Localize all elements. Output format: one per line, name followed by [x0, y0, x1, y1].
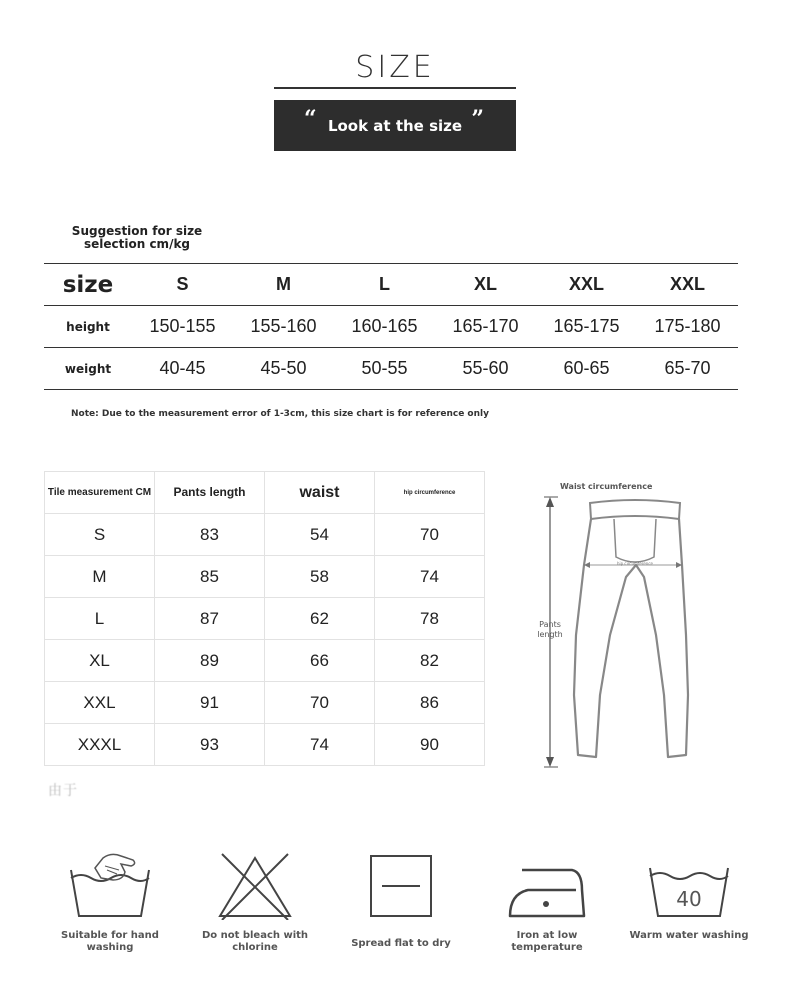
blurred-note: 由于	[48, 783, 78, 799]
table-cell: M	[45, 556, 155, 598]
close-quote: ”	[471, 106, 484, 132]
warm-wash-icon	[644, 850, 734, 920]
table-cell: 89	[155, 640, 265, 682]
table-row	[45, 514, 485, 556]
table-cell: S	[45, 514, 155, 556]
table-row	[44, 347, 738, 390]
table-cell: 74	[375, 556, 485, 598]
table-cell: 87	[155, 598, 265, 640]
look-at-size-banner	[274, 100, 516, 151]
table-cell: 165-170	[452, 316, 519, 336]
table-cell: 74	[265, 724, 375, 766]
waist-circumference-label: Waist circumference	[560, 482, 653, 491]
table-cell: 70	[375, 514, 485, 556]
size-col-header: XXL	[669, 274, 705, 294]
table-cell: 90	[375, 724, 485, 766]
measurement-table	[44, 471, 485, 766]
no-bleach-icon	[210, 850, 300, 920]
table-row	[45, 682, 485, 724]
table-cell: 70	[265, 682, 375, 724]
header-cell: Pants length	[155, 472, 265, 514]
care-label: Spread flat to dry	[351, 938, 451, 949]
table-cell: 160-165	[351, 316, 418, 336]
table-cell: 50-55	[361, 358, 408, 378]
table-cell: 155-160	[250, 316, 317, 336]
header-cell: hip circumference	[375, 472, 485, 514]
care-label: Iron at low temperature	[511, 930, 583, 953]
table-cell: 175-180	[654, 316, 721, 336]
table-row	[44, 305, 738, 347]
care-label: Warm water washing	[629, 930, 749, 941]
table-cell: 60-65	[563, 358, 610, 378]
table-header-row	[45, 472, 485, 514]
header-cell: waist	[265, 472, 375, 514]
care-label: Suitable for hand washing	[61, 930, 159, 953]
banner-text: Look at the size	[327, 116, 463, 135]
dry-flat-icon	[356, 850, 446, 920]
table-cell: 58	[265, 556, 375, 598]
table-cell: L	[45, 598, 155, 640]
table-cell: 91	[155, 682, 265, 724]
page-title: SIZE	[355, 50, 435, 85]
size-col-header: S	[176, 274, 189, 294]
care-item-dry-flat	[341, 850, 461, 950]
care-item-hand-wash	[50, 850, 170, 954]
care-item-iron-low	[487, 850, 607, 954]
table-cell: 62	[265, 598, 375, 640]
table-cell: 83	[155, 514, 265, 556]
care-item-no-bleach	[195, 850, 315, 954]
table-cell: XL	[45, 640, 155, 682]
size-header-label: size	[62, 271, 114, 298]
open-quote: “	[304, 106, 317, 132]
size-col-header: L	[379, 274, 390, 294]
table-cell: 45-50	[260, 358, 307, 378]
table-cell: XXL	[45, 682, 155, 724]
table-cell: 78	[375, 598, 485, 640]
suggestion-table	[44, 263, 738, 390]
table-cell: 86	[375, 682, 485, 724]
table-cell: 66	[265, 640, 375, 682]
header-cell: Tile measurement CM	[45, 472, 155, 514]
table-row	[45, 640, 485, 682]
table-cell: XXXL	[45, 724, 155, 766]
iron-low-icon	[502, 850, 592, 920]
table-cell: 85	[155, 556, 265, 598]
table-cell: 65-70	[664, 358, 711, 378]
table-cell: 54	[265, 514, 375, 556]
wash-temperature: 40	[676, 887, 702, 911]
table-cell: 55-60	[462, 358, 509, 378]
measurement-note: Note: Due to the measurement error of 1-3cm, this size chart is for reference only	[71, 409, 489, 419]
table-header-row	[44, 263, 738, 305]
hand-wash-icon	[65, 850, 155, 920]
size-col-header: XL	[473, 274, 497, 294]
row-label: height	[66, 319, 110, 334]
suggestion-caption: Suggestion for size selection cm/kg	[71, 224, 203, 251]
table-row	[45, 598, 485, 640]
table-row	[45, 556, 485, 598]
table-cell: 93	[155, 724, 265, 766]
size-col-header: XXL	[568, 274, 604, 294]
size-col-header: M	[276, 274, 291, 294]
table-cell: 150-155	[149, 316, 216, 336]
pants-length-label: Pants length	[537, 620, 563, 639]
table-cell: 82	[375, 640, 485, 682]
care-label: Do not bleach with chlorine	[201, 930, 309, 953]
care-item-warm-wash	[629, 850, 749, 942]
hip-circumference-label: hip circumference	[616, 561, 654, 566]
title-divider	[274, 87, 516, 89]
row-label: weight	[64, 361, 112, 376]
table-cell: 165-175	[553, 316, 620, 336]
table-cell: 40-45	[159, 358, 206, 378]
table-row	[45, 724, 485, 766]
